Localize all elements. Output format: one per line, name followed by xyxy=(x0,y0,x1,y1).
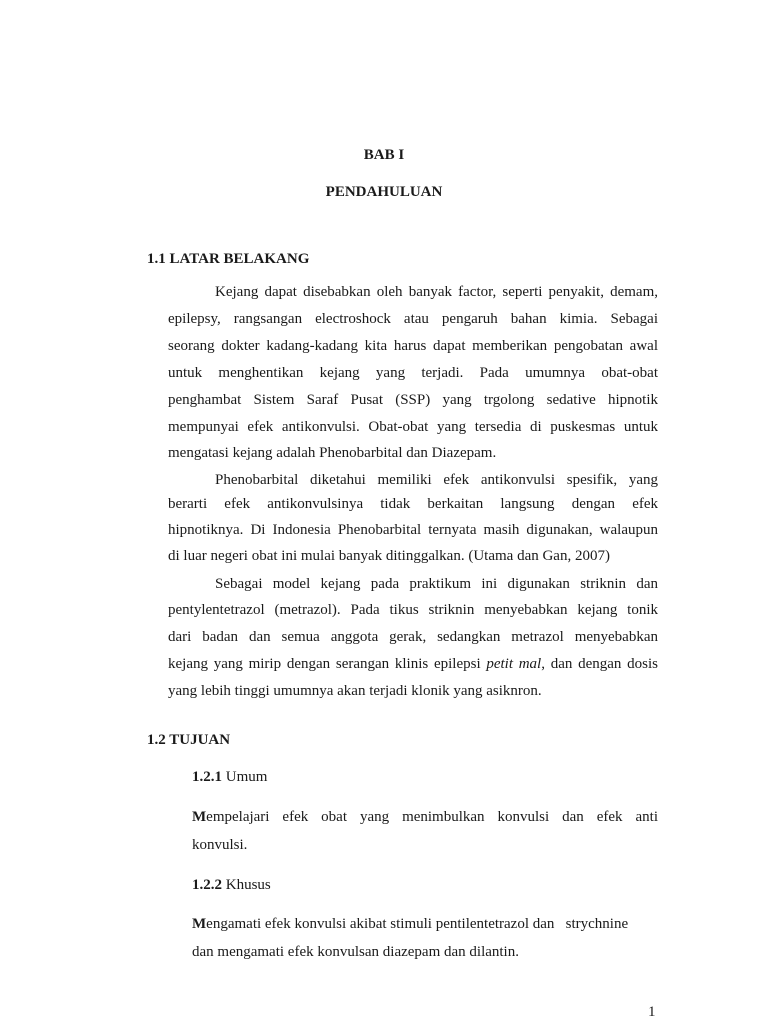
subsection-heading xyxy=(192,876,658,894)
text-line: berarti efek antikonvulsinya tidak berkaitan langsung dengan efek xyxy=(168,496,658,512)
chapter-number: BAB I xyxy=(363,147,405,163)
text-line: untuk menghentikan kejang yang terjadi. Pada umumnya obat-obat xyxy=(168,365,658,381)
initial: M xyxy=(192,809,207,825)
text-line: Phenobarbital diketahui memiliki efek antikonvulsi spesifik, yang xyxy=(215,472,658,488)
section-heading: 1.2 TUJUAN xyxy=(147,732,231,748)
italic-term: petit mal xyxy=(486,656,542,672)
text-line xyxy=(168,655,658,673)
subsection-number: 1.2.1 xyxy=(192,769,222,785)
subsection-title: Khusus xyxy=(222,877,271,893)
text: , dan dengan dosis xyxy=(541,656,658,672)
subsection-title: Umum xyxy=(222,769,268,785)
text-line: Sebagai model kejang pada praktikum ini digunakan striknin dan xyxy=(215,576,658,592)
page-number: 1 xyxy=(648,1004,656,1020)
text-line xyxy=(192,915,658,933)
text-line: mengatasi kejang adalah Phenobarbital dan Diazepam. xyxy=(168,445,497,461)
text-line: seorang dokter kadang-kadang kita harus dapat memberikan pengobatan awal xyxy=(168,338,658,354)
text-line xyxy=(192,808,658,826)
text-line: konvulsi. xyxy=(192,837,248,853)
chapter-title: PENDAHULUAN xyxy=(325,184,443,200)
text-line: hipnotiknya. Di Indonesia Phenobarbital ternyata masih digunakan, walaupun xyxy=(168,522,658,538)
text-line: dan mengamati efek konvulsan diazepam dan dilantin. xyxy=(192,944,519,960)
text-line: mempunyai efek antikonvulsi. Obat-obat yang tersedia di puskesmas untuk xyxy=(168,419,658,435)
initial: M xyxy=(192,916,207,932)
text-line: Kejang dapat disebabkan oleh banyak factor, seperti penyakit, demam, xyxy=(215,284,658,300)
text: kejang yang mirip dengan serangan klinis epilepsi xyxy=(168,656,487,672)
text-line: penghambat Sistem Saraf Pusat (SSP) yang trgolong sedative hipnotik xyxy=(168,392,658,408)
text: empelajari efek obat yang menimbulkan konvulsi dan efek anti xyxy=(206,809,658,825)
section-heading: 1.1 LATAR BELAKANG xyxy=(147,251,310,267)
text-line: yang lebih tinggi umumnya akan terjadi klonik yang asiknron. xyxy=(168,683,542,699)
subsection-number: 1.2.2 xyxy=(192,877,222,893)
text: engamati efek konvulsi akibat stimuli pentilentetrazol dan strychnine xyxy=(206,916,629,932)
text-line: epilepsy, rangsangan electroshock atau pengaruh bahan kimia. Sebagai xyxy=(168,311,658,327)
text-line: di luar negeri obat ini mulai banyak ditinggalkan. (Utama dan Gan, 2007) xyxy=(168,548,610,564)
subsection-heading xyxy=(192,768,658,786)
text-line: dari badan dan semua anggota gerak, sedangkan metrazol menyebabkan xyxy=(168,629,658,645)
text-line: pentylentetrazol (metrazol). Pada tikus striknin menyebabkan kejang tonik xyxy=(168,602,658,618)
